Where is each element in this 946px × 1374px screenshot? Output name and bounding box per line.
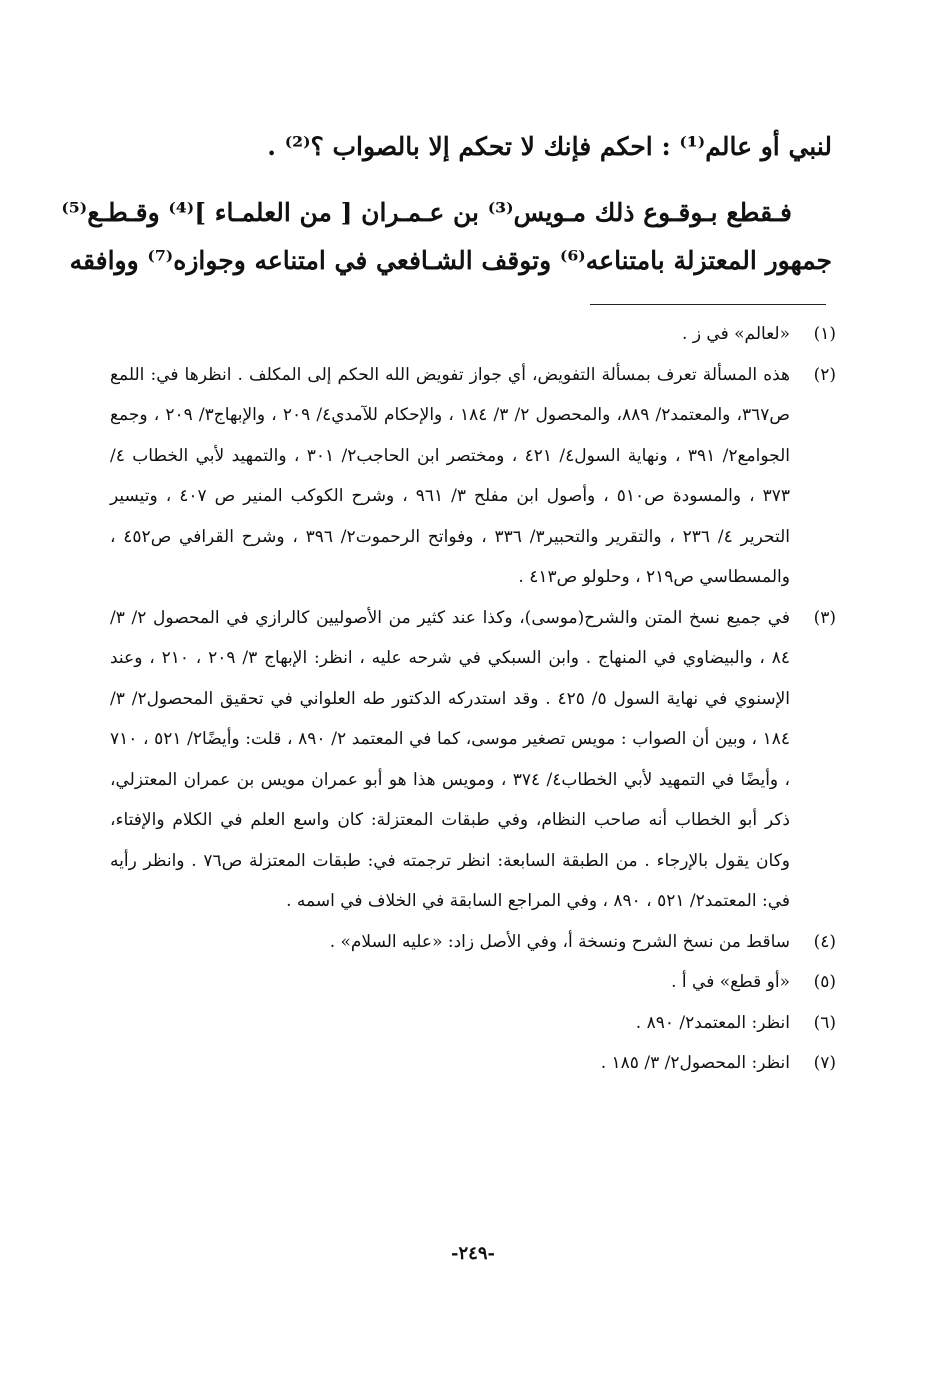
footnote-number: (٢) bbox=[813, 364, 836, 385]
footnote-6 bbox=[110, 1003, 836, 1044]
footnotes bbox=[110, 314, 836, 1084]
footnote-text: انظر: المعتمد٢/ ٨٩٠ . bbox=[635, 1012, 790, 1033]
footnote-3 bbox=[110, 598, 836, 922]
footnote-2 bbox=[110, 355, 836, 598]
footnote-separator bbox=[590, 304, 826, 305]
footnote-number: (٦) bbox=[813, 1012, 836, 1033]
main-text-line-3: جمهور المعتزلة بامتناعه⁽⁶⁾ وتوقف الشـافعي في امتناعه وجوازه⁽⁷⁾ ووافقه bbox=[69, 246, 832, 275]
footnote-number: (٧) bbox=[813, 1053, 836, 1073]
footnote-text: «لعالم» في ز . bbox=[682, 324, 790, 344]
footnote-number: (١) bbox=[813, 324, 836, 344]
footnote-number: (٤) bbox=[813, 931, 836, 952]
footnote-1 bbox=[110, 314, 836, 355]
footnote-4 bbox=[110, 922, 836, 963]
main-text-line-2: فـقطع بـوقـوع ذلك مـويس⁽³⁾ بن عـمـران [ من العلمـاء ]⁽⁴⁾ وقـطـع⁽⁵⁾ bbox=[61, 198, 792, 227]
footnote-text: انظر: المحصول٢/ ٣/ ١٨٥ . bbox=[600, 1053, 790, 1073]
footnote-text: هذه المسألة تعرف بمسألة التفويض، أي جواز تفويض الله الحكم إلى المكلف . انظرها في: اللمع ص٣٦٧، والمعتمد٢/ ٨٨٩، والمحصول ٢/ ٣/ ١٨٤ ، والإحكام للآمدي٤/ ٢٠٩ ، والإبهاج٣/ ٢٠٩ ، وجمع الجوامع٢/ ٣٩١ ، ونهاية السول٤/ ٤٢١ ، ومختصر ابن الحاجب٢/ ٣٠١ ، والتمهيد لأبي الخطاب ٤/ ٣٧٣ ، والمسودة ص٥١٠ ، وأصول ابن مفلح ٣/ ٩٦١ ، وشرح الكوكب المنير ص ٤٠٧ ، وتيسير التحرير ٤/ ٢٣٦ ، والتقرير والتحبير٣/ ٣٣٦ ، وفواتح الرحموت٢/ ٣٩٦ ، وشرح القرافي ص٤٥٢ ، والمسطاسي ص٢١٩ ، وحلولو ص٤١٣ . bbox=[110, 364, 791, 587]
footnote-text: ساقط من نسخ الشرح ونسخة أ، وفي الأصل زاد: «عليه السلام» . bbox=[329, 931, 790, 952]
footnote-number: (٣) bbox=[813, 607, 836, 628]
main-text-line-1: لنبي أو عالم⁽¹⁾ : احكم فإنك لا تحكم إلا بالصواب ؟⁽²⁾ . bbox=[267, 132, 832, 161]
page-number: -٢٤٩- bbox=[451, 1243, 495, 1264]
footnote-text: «أو قطع» في أ . bbox=[671, 972, 790, 992]
footnote-text: في جميع نسخ المتن والشرح(موسى)، وكذا عند كثير من الأصوليين كالرازي في المحصول ٢/ ٣/ ٨٤ ، والبيضاوي في المنهاج . وابن السبكي في شرحه عليه ، انظر: الإبهاج ٣/ ٢٠٩ ، ٢١٠ ، وعند الإسنوي في نهاية السول ٥/ ٤٢٥ . وقد استدركه الدكتور طه العلواني في تحقيق المحصول٢/ ٣/ ١٨٤ ، وبين أن الصواب : مويس تصغير موسى، كما في المعتمد ٢/ ٨٩٠ ، قلت: وأيضًا٢/ ٥٢١ ، ٧١٠ ، وأيضًا في التمهيد لأبي الخطاب٤/ ٣٧٤ ، ومويس هذا هو أبو عمران مويس بن عمران المعتزلي، ذكر أبو الخطاب أنه صاحب النظام، وفي طبقات المعتزلة: كان واسع العلم في الكلام والإفتاء، وكان يقول بالإرجاء . من الطبقة السابعة: انظر ترجمته في: طبقات المعتزلة ص٧٦ . وانظر رأيه في: المعتمد٢/ ٥٢١ ، ٨٩٠ ، وفي المراجع السابقة في الخلاف في اسمه . bbox=[110, 607, 791, 911]
footnote-7 bbox=[110, 1043, 836, 1084]
footnote-5 bbox=[110, 962, 836, 1003]
footnote-number: (٥) bbox=[813, 972, 836, 992]
